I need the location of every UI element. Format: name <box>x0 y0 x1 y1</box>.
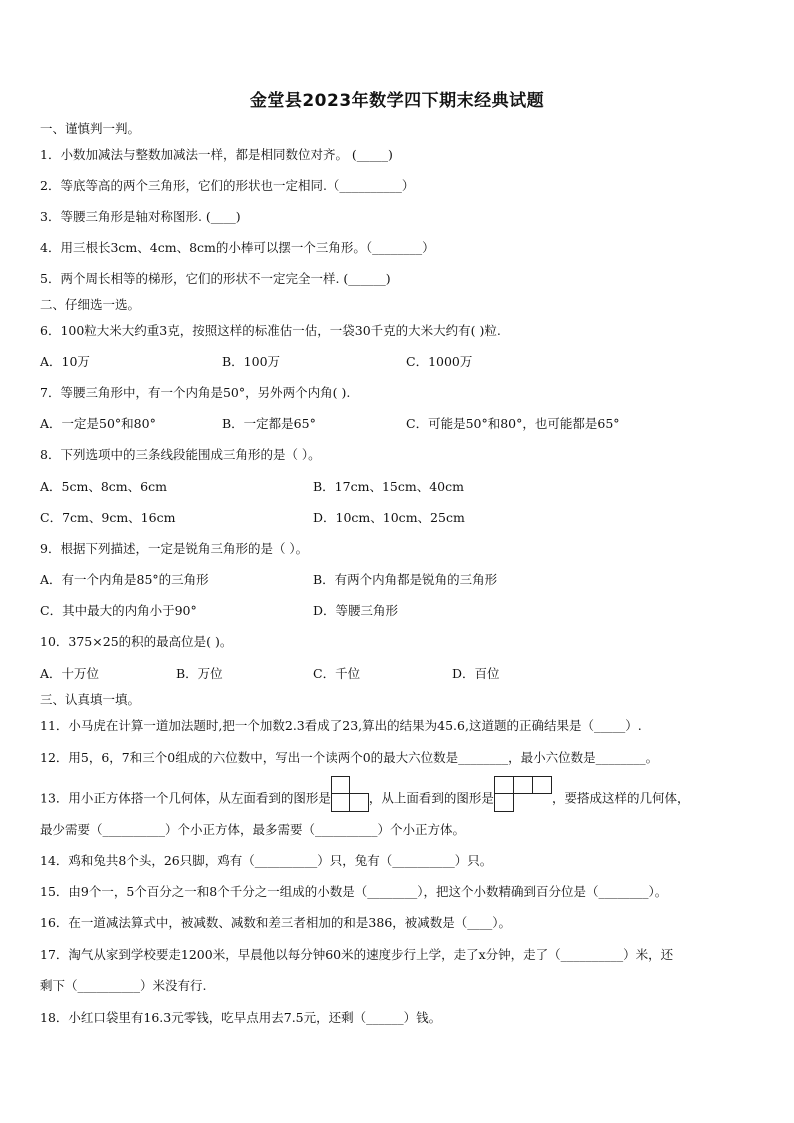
q6-option-b: B．100万 <box>222 354 281 369</box>
q9-option-a: A．有一个内角是85°的三角形 <box>40 572 209 587</box>
section-2-heading: 二、仔细选一选。 <box>40 297 141 312</box>
q8-option-a: A．5cm、8cm、6cm <box>40 479 167 494</box>
q10-option-a: A．十万位 <box>40 666 100 681</box>
top-view-cell <box>494 793 514 812</box>
question-5: 5．两个周长相等的梯形，它们的形状不一定完全一样. (______) <box>40 271 391 286</box>
question-1: 1．小数加减法与整数加减法一样，都是相同数位对齐。 (_____) <box>40 147 393 162</box>
question-8: 8．下列选项中的三条线段能围成三角形的是（ ）。 <box>40 447 321 462</box>
q6-option-a: A．10万 <box>40 354 90 369</box>
left-view-figure <box>331 776 369 812</box>
question-15: 15．由9个一，5个百分之一和8个千分之一组成的小数是（________），把这个小数精确到百分位是（________）。 <box>40 884 668 899</box>
q10-option-d: D．百位 <box>452 666 500 681</box>
q10-option-c: C．千位 <box>313 666 361 681</box>
q6-option-c: C．1000万 <box>406 354 473 369</box>
question-18: 18．小红口袋里有16.3元零钱，吃早点用去7.5元，还剩（______）钱。 <box>40 1010 442 1025</box>
left-view-cell <box>331 776 350 794</box>
top-view-figure <box>494 776 552 812</box>
question-6: 6．100粒大米大约重3克，按照这样的标准估一估，一袋30千克的大米大约有( )粒. <box>40 323 501 338</box>
q7-option-c: C．可能是50°和80°，也可能都是65° <box>406 416 620 431</box>
left-view-cell <box>349 793 369 812</box>
q8-option-d: D．10cm、10cm、25cm <box>313 510 465 525</box>
q8-option-b: B．17cm、15cm、40cm <box>313 479 464 494</box>
top-view-cell <box>532 776 552 794</box>
q7-option-b: B．一定都是65° <box>222 416 316 431</box>
page-title: 金堂县2023年数学四下期末经典试题 <box>249 91 545 111</box>
question-17: 17．淘气从家到学校要走1200米，早晨他以每分钟60米的速度步行上学，走了x分钟，走了（__________）米，还 <box>40 947 674 962</box>
question-14: 14．鸡和兔共8个头，26只脚，鸡有（__________）只，兔有（__________）只。 <box>40 853 493 868</box>
q10-option-b: B．万位 <box>176 666 223 681</box>
top-view-cell <box>513 776 533 794</box>
question-7: 7．等腰三角形中，有一个内角是50°，另外两个内角( ). <box>40 385 351 400</box>
top-view-cell <box>494 776 514 794</box>
question-13 <box>40 786 689 812</box>
question-3: 3．等腰三角形是轴对称图形. (____) <box>40 209 241 224</box>
q7-option-a: A．一定是50°和80° <box>40 416 156 431</box>
question-4: 4．用三根长3cm、4cm、8cm的小棒可以摆一个三角形。（________） <box>40 240 435 255</box>
section-3-heading: 三、认真填一填。 <box>40 692 141 707</box>
question-2: 2．等底等高的两个三角形，它们的形状也一定相同.（__________） <box>40 178 415 193</box>
question-10: 10．375×25的积的最高位是( )。 <box>40 634 233 649</box>
question-17-continued: 剩下（__________）米没有行. <box>40 978 207 993</box>
q13-text-c: ，要搭成这样的几何体， <box>551 790 690 806</box>
q8-option-c: C．7cm、9cm、16cm <box>40 510 176 525</box>
question-16: 16．在一道减法算式中，被减数、减数和差三者相加的和是386，被减数是（____）。 <box>40 915 512 930</box>
left-view-cell <box>331 793 350 812</box>
question-11: 11．小马虎在计算一道加法题时,把一个加数2.3看成了23,算出的结果为45.6,这道题的正确结果是（_____）. <box>40 718 642 733</box>
question-13-continued: 最少需要（__________）个小正方体，最多需要（__________）个小正方体。 <box>40 822 466 837</box>
question-9: 9．根据下列描述，一定是锐角三角形的是（ ）。 <box>40 541 309 556</box>
q13-text-a: 13．用小正方体搭一个几何体，从左面看到的图形是 <box>40 790 331 806</box>
section-1-heading: 一、谨慎判一判。 <box>40 121 141 136</box>
q13-text-b: ，从上面看到的图形是 <box>368 790 494 806</box>
q9-option-d: D．等腰三角形 <box>313 603 399 618</box>
q9-option-b: B．有两个内角都是锐角的三角形 <box>313 572 498 587</box>
question-12: 12．用5，6，7和三个0组成的六位数中，写出一个读两个0的最大六位数是________，最小六位数是________。 <box>40 750 659 765</box>
q9-option-c: C．其中最大的内角小于90° <box>40 603 197 618</box>
